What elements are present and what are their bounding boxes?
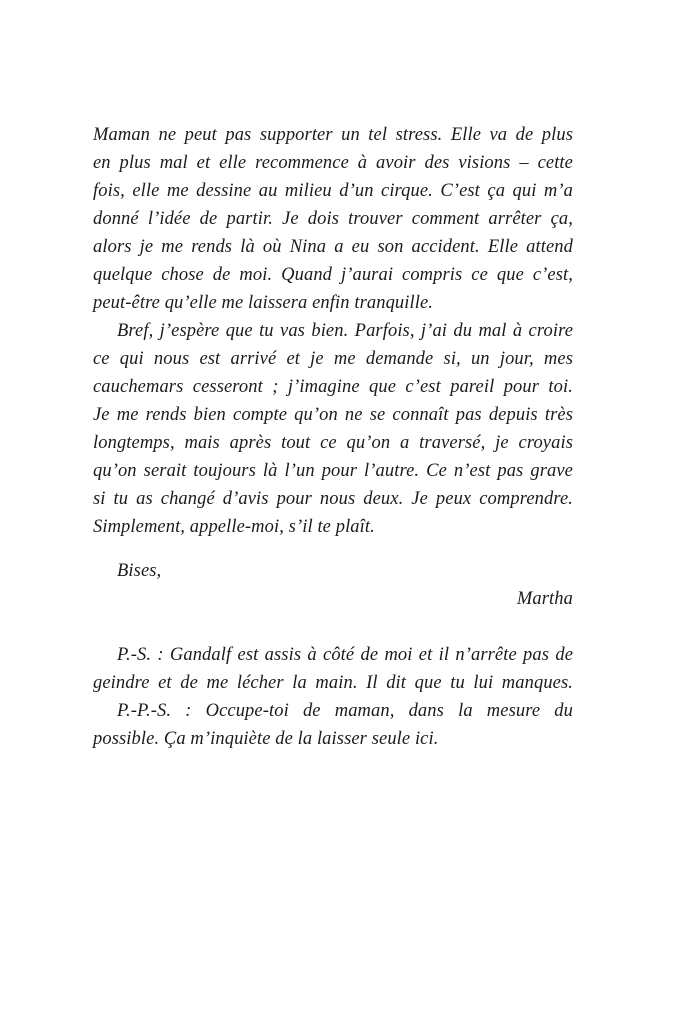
text-line: longtemps, mais après tout ce qu’on a traversé, je croyais bbox=[93, 433, 573, 453]
letter-paragraph-2 bbox=[93, 317, 573, 541]
letter-body bbox=[93, 121, 573, 753]
text-line: Bref, j’espère que tu vas bien. Parfois, j’ai du mal à croire bbox=[117, 321, 573, 341]
letter-post-postscript bbox=[93, 697, 573, 753]
text-line: ce qui nous est arrivé et je me demande si, un jour, mes bbox=[93, 349, 573, 369]
letter-paragraph-1 bbox=[93, 121, 573, 317]
text-line: qu’on serait toujours là l’un pour l’autre. Ce n’est pas grave bbox=[93, 461, 573, 481]
letter-postscript bbox=[93, 641, 573, 697]
text-line: fois, elle me dessine au milieu d’un cirque. C’est ça qui m’a bbox=[93, 181, 573, 201]
text-line: P.-S. : Gandalf est assis à côté de moi et il n’arrête pas de bbox=[117, 645, 573, 665]
text-line: possible. Ça m’inquiète de la laisser seule ici. bbox=[93, 729, 439, 749]
text-line: en plus mal et elle recommence à avoir des visions – cette bbox=[93, 153, 573, 173]
text-line: donné l’idée de partir. Je dois trouver comment arrêter ça, bbox=[93, 209, 573, 229]
text-line: Maman ne peut pas supporter un tel stress. Elle va de plus bbox=[93, 125, 573, 145]
text-line: Je me rends bien compte qu’on ne se connaît pas depuis très bbox=[93, 405, 573, 425]
text-line: si tu as changé d’avis pour nous deux. Je peux comprendre. bbox=[93, 489, 573, 509]
text-line: alors je me rends là où Nina a eu son accident. Elle attend bbox=[93, 237, 573, 257]
text-line: cauchemars cesseront ; j’imagine que c’est pareil pour toi. bbox=[93, 377, 573, 397]
text-line: geindre et de me lécher la main. Il dit que tu lui manques. bbox=[93, 673, 573, 693]
letter-signature: Martha bbox=[516, 589, 573, 609]
text-line: Simplement, appelle-moi, s’il te plaît. bbox=[93, 517, 375, 537]
text-line: P.-P.-S. : Occupe-toi de maman, dans la mesure du bbox=[117, 701, 573, 721]
text-line: peut-être qu’elle me laissera enfin tranquille. bbox=[93, 293, 434, 313]
text-line: quelque chose de moi. Quand j’aurai compris ce que c’est, bbox=[93, 265, 573, 285]
letter-closing: Bises, bbox=[117, 561, 162, 581]
